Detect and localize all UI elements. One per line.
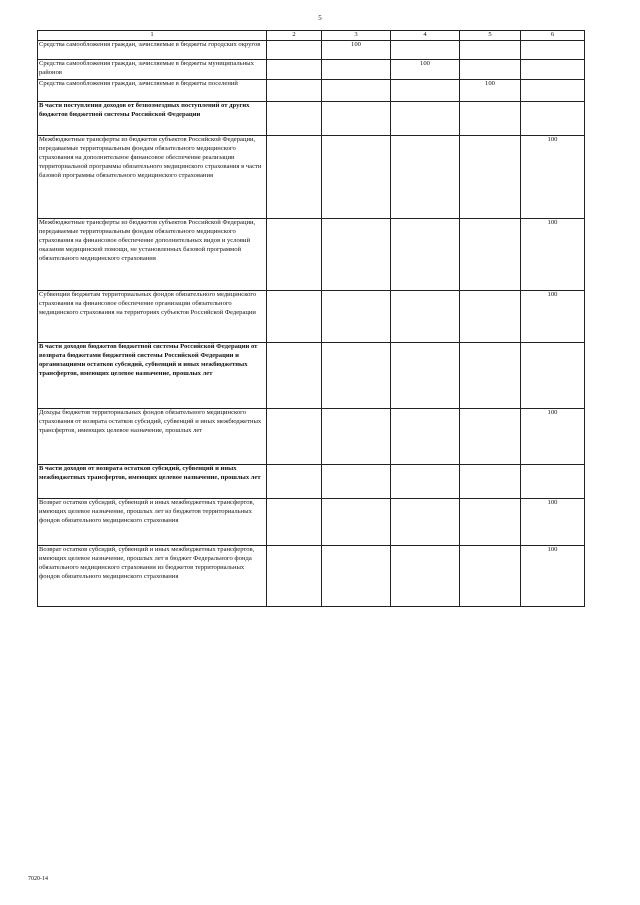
row-percent-c6: 100 bbox=[521, 291, 585, 343]
row-percent-c2 bbox=[267, 102, 322, 136]
page-number: 5 bbox=[318, 14, 322, 22]
row-percent-c3 bbox=[322, 499, 391, 546]
row-percent-c3 bbox=[322, 465, 391, 499]
row-description: Межбюджетные трансферты из бюджетов субъектов Российской Федерации, передаваемые территориальным фондам обязательного медицинского страхования на финансовое обеспечение дополнительных видов и условий оказания медицинской помощи, не установленных базовой программой обязательного медицинского страхования bbox=[38, 219, 267, 291]
column-header-2: 2 bbox=[267, 31, 322, 41]
row-percent-c6 bbox=[521, 80, 585, 102]
row-description: В части доходов от возврата остатков субсидий, субвенций и иных межбюджетных трансфертов, имеющих целевое назначение, прошлых лет bbox=[38, 465, 267, 499]
row-percent-c4 bbox=[391, 465, 460, 499]
row-percent-c4 bbox=[391, 409, 460, 465]
row-percent-c5: 100 bbox=[460, 80, 521, 102]
table-row bbox=[38, 409, 585, 465]
income-distribution-table bbox=[37, 30, 585, 607]
row-percent-c4 bbox=[391, 136, 460, 219]
row-percent-c6 bbox=[521, 465, 585, 499]
row-percent-c6: 100 bbox=[521, 219, 585, 291]
row-percent-c6 bbox=[521, 102, 585, 136]
row-percent-c6: 100 bbox=[521, 409, 585, 465]
row-percent-c5 bbox=[460, 499, 521, 546]
row-percent-c4: 100 bbox=[391, 60, 460, 80]
table-row bbox=[38, 465, 585, 499]
row-description: Доходы бюджетов территориальных фондов обязательного медицинского страхования от возврата остатков субсидий, субвенций и иных межбюджетных трансфертов, имеющих целевое назначение, прошлых лет bbox=[38, 409, 267, 465]
table-row bbox=[38, 102, 585, 136]
row-percent-c3 bbox=[322, 409, 391, 465]
row-percent-c5 bbox=[460, 41, 521, 60]
row-percent-c2 bbox=[267, 80, 322, 102]
row-percent-c3 bbox=[322, 102, 391, 136]
row-percent-c2 bbox=[267, 291, 322, 343]
row-percent-c2 bbox=[267, 465, 322, 499]
row-percent-c6: 100 bbox=[521, 546, 585, 607]
row-percent-c6 bbox=[521, 343, 585, 409]
row-percent-c6: 100 bbox=[521, 499, 585, 546]
table-row bbox=[38, 546, 585, 607]
column-header-4: 4 bbox=[391, 31, 460, 41]
row-percent-c5 bbox=[460, 60, 521, 80]
table-row bbox=[38, 80, 585, 102]
row-description: В части поступления доходов от безвозмездных поступлений от других бюджетов бюджетной системы Российской Федерации bbox=[38, 102, 267, 136]
row-percent-c5 bbox=[460, 343, 521, 409]
row-percent-c5 bbox=[460, 291, 521, 343]
table-row bbox=[38, 343, 585, 409]
row-percent-c3 bbox=[322, 291, 391, 343]
row-percent-c4 bbox=[391, 499, 460, 546]
row-percent-c2 bbox=[267, 546, 322, 607]
column-header-6: 6 bbox=[521, 31, 585, 41]
row-percent-c4 bbox=[391, 102, 460, 136]
table-row bbox=[38, 291, 585, 343]
row-percent-c3: 100 bbox=[322, 41, 391, 60]
row-percent-c3 bbox=[322, 546, 391, 607]
row-percent-c4 bbox=[391, 80, 460, 102]
row-percent-c5 bbox=[460, 409, 521, 465]
column-header-3: 3 bbox=[322, 31, 391, 41]
row-percent-c6: 100 bbox=[521, 136, 585, 219]
table-row bbox=[38, 60, 585, 80]
row-percent-c2 bbox=[267, 60, 322, 80]
row-percent-c4 bbox=[391, 291, 460, 343]
row-percent-c2 bbox=[267, 343, 322, 409]
row-description: Возврат остатков субсидий, субвенций и иных межбюджетных трансфертов, имеющих целевое назначение, прошлых лет в бюджет Федерального фонда обязательного медицинского страхования из бюджетов территориальных фондов обязательного медицинского страхования bbox=[38, 546, 267, 607]
table-row bbox=[38, 499, 585, 546]
row-percent-c5 bbox=[460, 546, 521, 607]
row-percent-c4 bbox=[391, 219, 460, 291]
form-code: 7020-14 bbox=[28, 876, 48, 882]
column-header-5: 5 bbox=[460, 31, 521, 41]
table-body bbox=[38, 41, 585, 607]
row-percent-c5 bbox=[460, 465, 521, 499]
row-description: Средства самообложения граждан, зачисляемые в бюджеты поселений bbox=[38, 80, 267, 102]
row-description: Возврат остатков субсидий, субвенций и иных межбюджетных трансфертов, имеющих целевое назначение, прошлых лет из бюджетов территориальных фондов обязательного медицинского страхования bbox=[38, 499, 267, 546]
row-percent-c2 bbox=[267, 41, 322, 60]
row-description: Средства самообложения граждан, зачисляемые в бюджеты муниципальных районов bbox=[38, 60, 267, 80]
row-percent-c3 bbox=[322, 80, 391, 102]
table-row bbox=[38, 41, 585, 60]
table-header-row bbox=[38, 31, 585, 41]
row-percent-c6 bbox=[521, 60, 585, 80]
row-percent-c3 bbox=[322, 136, 391, 219]
row-description: В части доходов бюджетов бюджетной системы Российской Федерации от возврата бюджетами бюджетной системы Российской Федерации и организациями остатков субсидий, субвенций и иных межбюджетных трансфертов, имеющих целевое назначение, прошлых лет bbox=[38, 343, 267, 409]
column-header-1: 1 bbox=[38, 31, 267, 41]
row-percent-c4 bbox=[391, 546, 460, 607]
row-percent-c2 bbox=[267, 409, 322, 465]
row-description: Межбюджетные трансферты из бюджетов субъектов Российской Федерации, передаваемые территориальным фондам обязательного медицинского страхования на дополнительное финансовое обеспечение реализации территориальной программы обязательного медицинского страхования в части базовой программы обязательного медицинского страхования bbox=[38, 136, 267, 219]
table-row bbox=[38, 219, 585, 291]
row-percent-c2 bbox=[267, 136, 322, 219]
row-percent-c5 bbox=[460, 102, 521, 136]
row-percent-c6 bbox=[521, 41, 585, 60]
row-percent-c5 bbox=[460, 219, 521, 291]
table-row bbox=[38, 136, 585, 219]
row-percent-c3 bbox=[322, 60, 391, 80]
row-percent-c2 bbox=[267, 499, 322, 546]
row-percent-c4 bbox=[391, 41, 460, 60]
row-percent-c4 bbox=[391, 343, 460, 409]
row-percent-c2 bbox=[267, 219, 322, 291]
row-percent-c3 bbox=[322, 219, 391, 291]
row-description: Средства самообложения граждан, зачисляемые в бюджеты городских округов bbox=[38, 41, 267, 60]
row-description: Субвенции бюджетам территориальных фондов обязательного медицинского страхования на финансовое обеспечение организации обязательного медицинского страхования на территориях субъектов Российской Федерации bbox=[38, 291, 267, 343]
row-percent-c5 bbox=[460, 136, 521, 219]
row-percent-c3 bbox=[322, 343, 391, 409]
